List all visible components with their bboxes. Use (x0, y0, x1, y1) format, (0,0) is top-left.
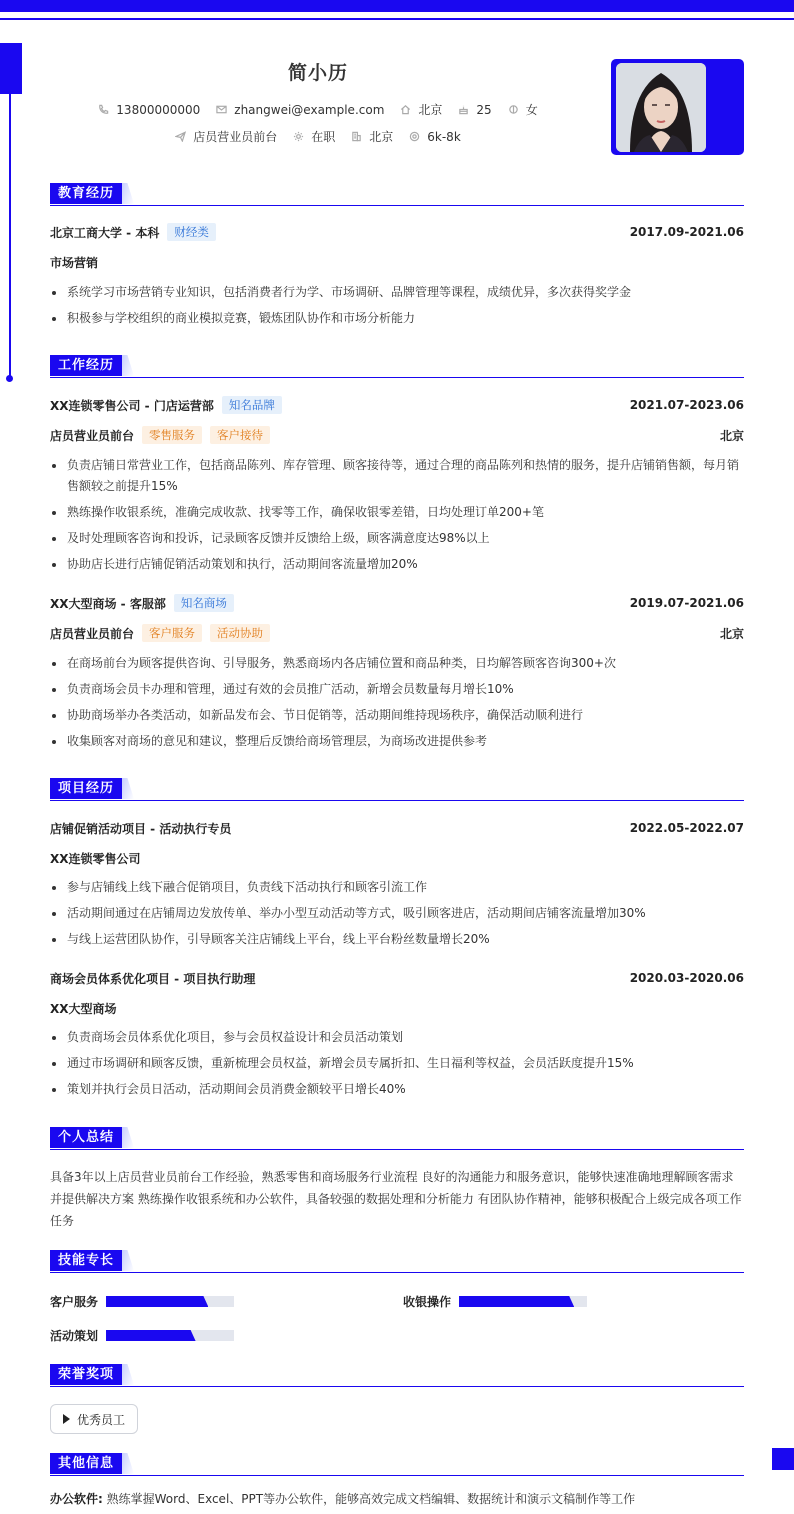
list-item: 协助商场举办各类活动，如新品发布会、节日促销等，活动期间维持现场秩序，确保活动顺利进行 (50, 705, 744, 726)
list-item: 参与店铺线上线下融合促销项目，负责线下活动执行和顾客引流工作 (50, 877, 744, 898)
job-bullets (50, 455, 744, 580)
email-item (216, 103, 384, 117)
phone-icon (98, 104, 109, 115)
section-header (50, 1364, 744, 1387)
summary-section (50, 1127, 744, 1228)
major-name: 市场营销 (50, 255, 99, 270)
list-item: 负责商场会员卡办理和管理，通过有效的会员推广活动，新增会员数量每月增长10% (50, 679, 744, 700)
skill-item (50, 1327, 234, 1344)
role-name: 店员营业员前台 (50, 428, 135, 443)
age-text: 25 (476, 102, 492, 117)
phone-item (98, 103, 200, 117)
award-chip[interactable] (50, 1404, 138, 1434)
work-section (50, 355, 744, 748)
salary-text: 6k-8k (427, 129, 461, 144)
skill-bar-fill (459, 1296, 574, 1307)
job-location: 北京 (719, 626, 744, 641)
section-header (50, 183, 744, 206)
major-row (50, 253, 744, 271)
other-info-text: 熟练掌握Word、Excel、PPT等办公软件，能够高效完成文档编辑、数据统计和演示文稿制作等工作 (106, 1492, 636, 1506)
project-org-row (50, 999, 744, 1017)
list-item: 活动期间通过在店铺周边发放传单、举办小型互动活动等方式，吸引顾客进店，活动期间店铺客流量增加30% (50, 903, 744, 924)
status-text: 在职 (311, 130, 336, 144)
city-item (351, 128, 393, 145)
gender-icon (508, 104, 519, 115)
skill-name: 客户服务 (50, 1295, 99, 1309)
list-item: 协助店长进行店铺促销活动策划和执行，活动期间客流量增加20% (50, 554, 744, 575)
section-header (50, 1453, 744, 1476)
gender-text: 女 (525, 103, 538, 117)
section-title-tail (122, 355, 134, 376)
list-item: 系统学习市场营销专业知识，包括消费者行为学、市场调研、品牌管理等课程，成绩优异，多次获得奖学金 (50, 282, 744, 303)
skills-section (50, 1250, 744, 1343)
gender-item (508, 101, 538, 118)
phone-text: 13800000000 (116, 102, 201, 117)
section-title-tail (122, 1250, 134, 1271)
hometown-text: 北京 (418, 103, 443, 117)
project-section (50, 778, 744, 1096)
mail-icon (216, 104, 227, 115)
job-row (50, 396, 744, 414)
section-header (50, 778, 744, 801)
section-header (50, 1127, 744, 1150)
other-section (50, 1453, 744, 1506)
right-accent-block (772, 1448, 794, 1470)
email-text: zhangwei@example.com (234, 102, 385, 117)
section-title: 个人总结 (50, 1127, 122, 1148)
award-name: 优秀员工 (77, 1412, 126, 1427)
skill-item (50, 1293, 234, 1310)
section-header (50, 355, 744, 378)
list-item: 通过市场调研和顾客反馈，重新梳理会员权益，新增会员专属折扣、生日福利等权益，会员活跃度提升15% (50, 1053, 744, 1074)
education-period: 2017.09-2021.06 (629, 225, 744, 239)
skill-name: 收银操作 (403, 1295, 452, 1309)
project-name: 商场会员体系优化项目 - 项目执行助理 (50, 971, 256, 986)
role-tag: 客户服务 (142, 624, 202, 642)
summary-text: 具备3年以上店员营业员前台工作经验，熟悉零售和商场服务行业流程 良好的沟通能力和服务意识，能够快速准确地理解顾客需求并提供解决方案 熟练操作收银系统和办公软件，具备较强的数据处理和分析能力 有团队协作精神，能够积极配合上级完成各项工作任务 (50, 1170, 742, 1228)
education-bullets (50, 282, 744, 334)
other-info-label: 办公软件: (50, 1492, 103, 1506)
play-icon (63, 1414, 70, 1424)
list-item: 及时处理顾客咨询和投诉，记录顾客反馈并反馈给上级，顾客满意度达98%以上 (50, 528, 744, 549)
position-item (175, 128, 277, 145)
section-title-tail (122, 1453, 134, 1474)
building-icon (351, 131, 362, 142)
job-row (50, 594, 744, 612)
position-text: 店员营业员前台 (193, 130, 278, 144)
project-org: XX大型商场 (50, 1001, 117, 1016)
salary-item (409, 130, 461, 144)
section-title-tail (122, 1127, 134, 1148)
contact-row (0, 101, 636, 118)
skill-bar-fill (106, 1296, 208, 1307)
skill-bar (106, 1330, 234, 1341)
school-name: 北京工商大学 - 本科 (50, 225, 160, 240)
section-title: 其他信息 (50, 1453, 122, 1474)
send-icon (175, 131, 186, 142)
gear-icon (293, 131, 304, 142)
home-icon (400, 104, 411, 115)
list-item: 负责店铺日常营业工作，包括商品陈列、库存管理、顾客接待等，通过合理的商品陈列和热情的服务，提升店铺销售额，每月销售额较之前提升15% (50, 455, 744, 497)
job-period: 2019.07-2021.06 (629, 596, 744, 610)
education-row (50, 223, 744, 241)
company-name: XX大型商场 - 客服部 (50, 596, 166, 611)
profile-photo (616, 63, 706, 152)
project-bullets (50, 877, 744, 955)
project-org-row (50, 849, 744, 867)
coin-icon (409, 131, 420, 142)
top-accent-bar (0, 0, 794, 12)
section-title-tail (122, 1364, 134, 1385)
skill-bar (106, 1296, 234, 1307)
list-item: 与线上运营团队协作，引导顾客关注店铺线上平台，线上平台粉丝数量增长20% (50, 929, 744, 950)
education-section (50, 183, 744, 325)
section-title-tail (122, 183, 134, 204)
role-row (50, 426, 744, 444)
awards-section (50, 1364, 744, 1427)
section-title: 工作经历 (50, 355, 122, 376)
school-tag: 财经类 (167, 223, 216, 241)
top-accent-line (0, 18, 794, 20)
section-title: 项目经历 (50, 778, 122, 799)
role-row (50, 624, 744, 642)
project-row (50, 819, 744, 837)
job-intent-row (0, 128, 636, 145)
project-org: XX连锁零售公司 (50, 851, 141, 866)
project-name: 店铺促销活动项目 - 活动执行专员 (50, 821, 232, 836)
city-text: 北京 (369, 130, 394, 144)
hometown-item (400, 101, 442, 118)
list-item: 积极参与学校组织的商业模拟竞赛，锻炼团队协作和市场分析能力 (50, 308, 744, 329)
section-header (50, 1250, 744, 1273)
skill-bar (459, 1296, 587, 1307)
job-bullets (50, 653, 744, 757)
age-item (458, 103, 491, 117)
cake-icon (458, 104, 469, 115)
role-tag: 活动协助 (210, 624, 270, 642)
section-title-tail (122, 778, 134, 799)
role-tag: 零售服务 (142, 426, 202, 444)
skill-bar-fill (106, 1330, 196, 1341)
job-period: 2021.07-2023.06 (629, 398, 744, 412)
role-name: 店员营业员前台 (50, 626, 135, 641)
left-timeline-dot (6, 375, 13, 382)
section-title: 技能专长 (50, 1250, 122, 1271)
company-tag: 知名品牌 (222, 396, 282, 414)
skill-name: 活动策划 (50, 1329, 99, 1343)
project-bullets (50, 1027, 744, 1105)
project-row (50, 969, 744, 987)
section-title: 教育经历 (50, 183, 122, 204)
project-period: 2022.05-2022.07 (629, 821, 744, 835)
list-item: 熟练操作收银系统，准确完成收款、找零等工作，确保收银零差错，日均处理订单200+笔 (50, 502, 744, 523)
job-location: 北京 (719, 428, 744, 443)
company-tag: 知名商场 (174, 594, 234, 612)
status-item (293, 128, 335, 145)
list-item: 收集顾客对商场的意见和建议，整理后反馈给商场管理层，为商场改进提供参考 (50, 731, 744, 752)
company-name: XX连锁零售公司 - 门店运营部 (50, 398, 214, 413)
skill-item (403, 1293, 587, 1310)
other-info-line (50, 1490, 635, 1507)
role-tag: 客户接待 (210, 426, 270, 444)
list-item: 在商场前台为顾客提供咨询、引导服务，熟悉商场内各店铺位置和商品种类，日均解答顾客咨询300+次 (50, 653, 744, 674)
section-title: 荣誉奖项 (50, 1364, 122, 1385)
candidate-name: 简小历 (287, 62, 348, 84)
list-item: 负责商场会员体系优化项目，参与会员权益设计和会员活动策划 (50, 1027, 744, 1048)
project-period: 2020.03-2020.06 (629, 971, 744, 985)
list-item: 策划并执行会员日活动，活动期间会员消费金额较平日增长40% (50, 1079, 744, 1100)
